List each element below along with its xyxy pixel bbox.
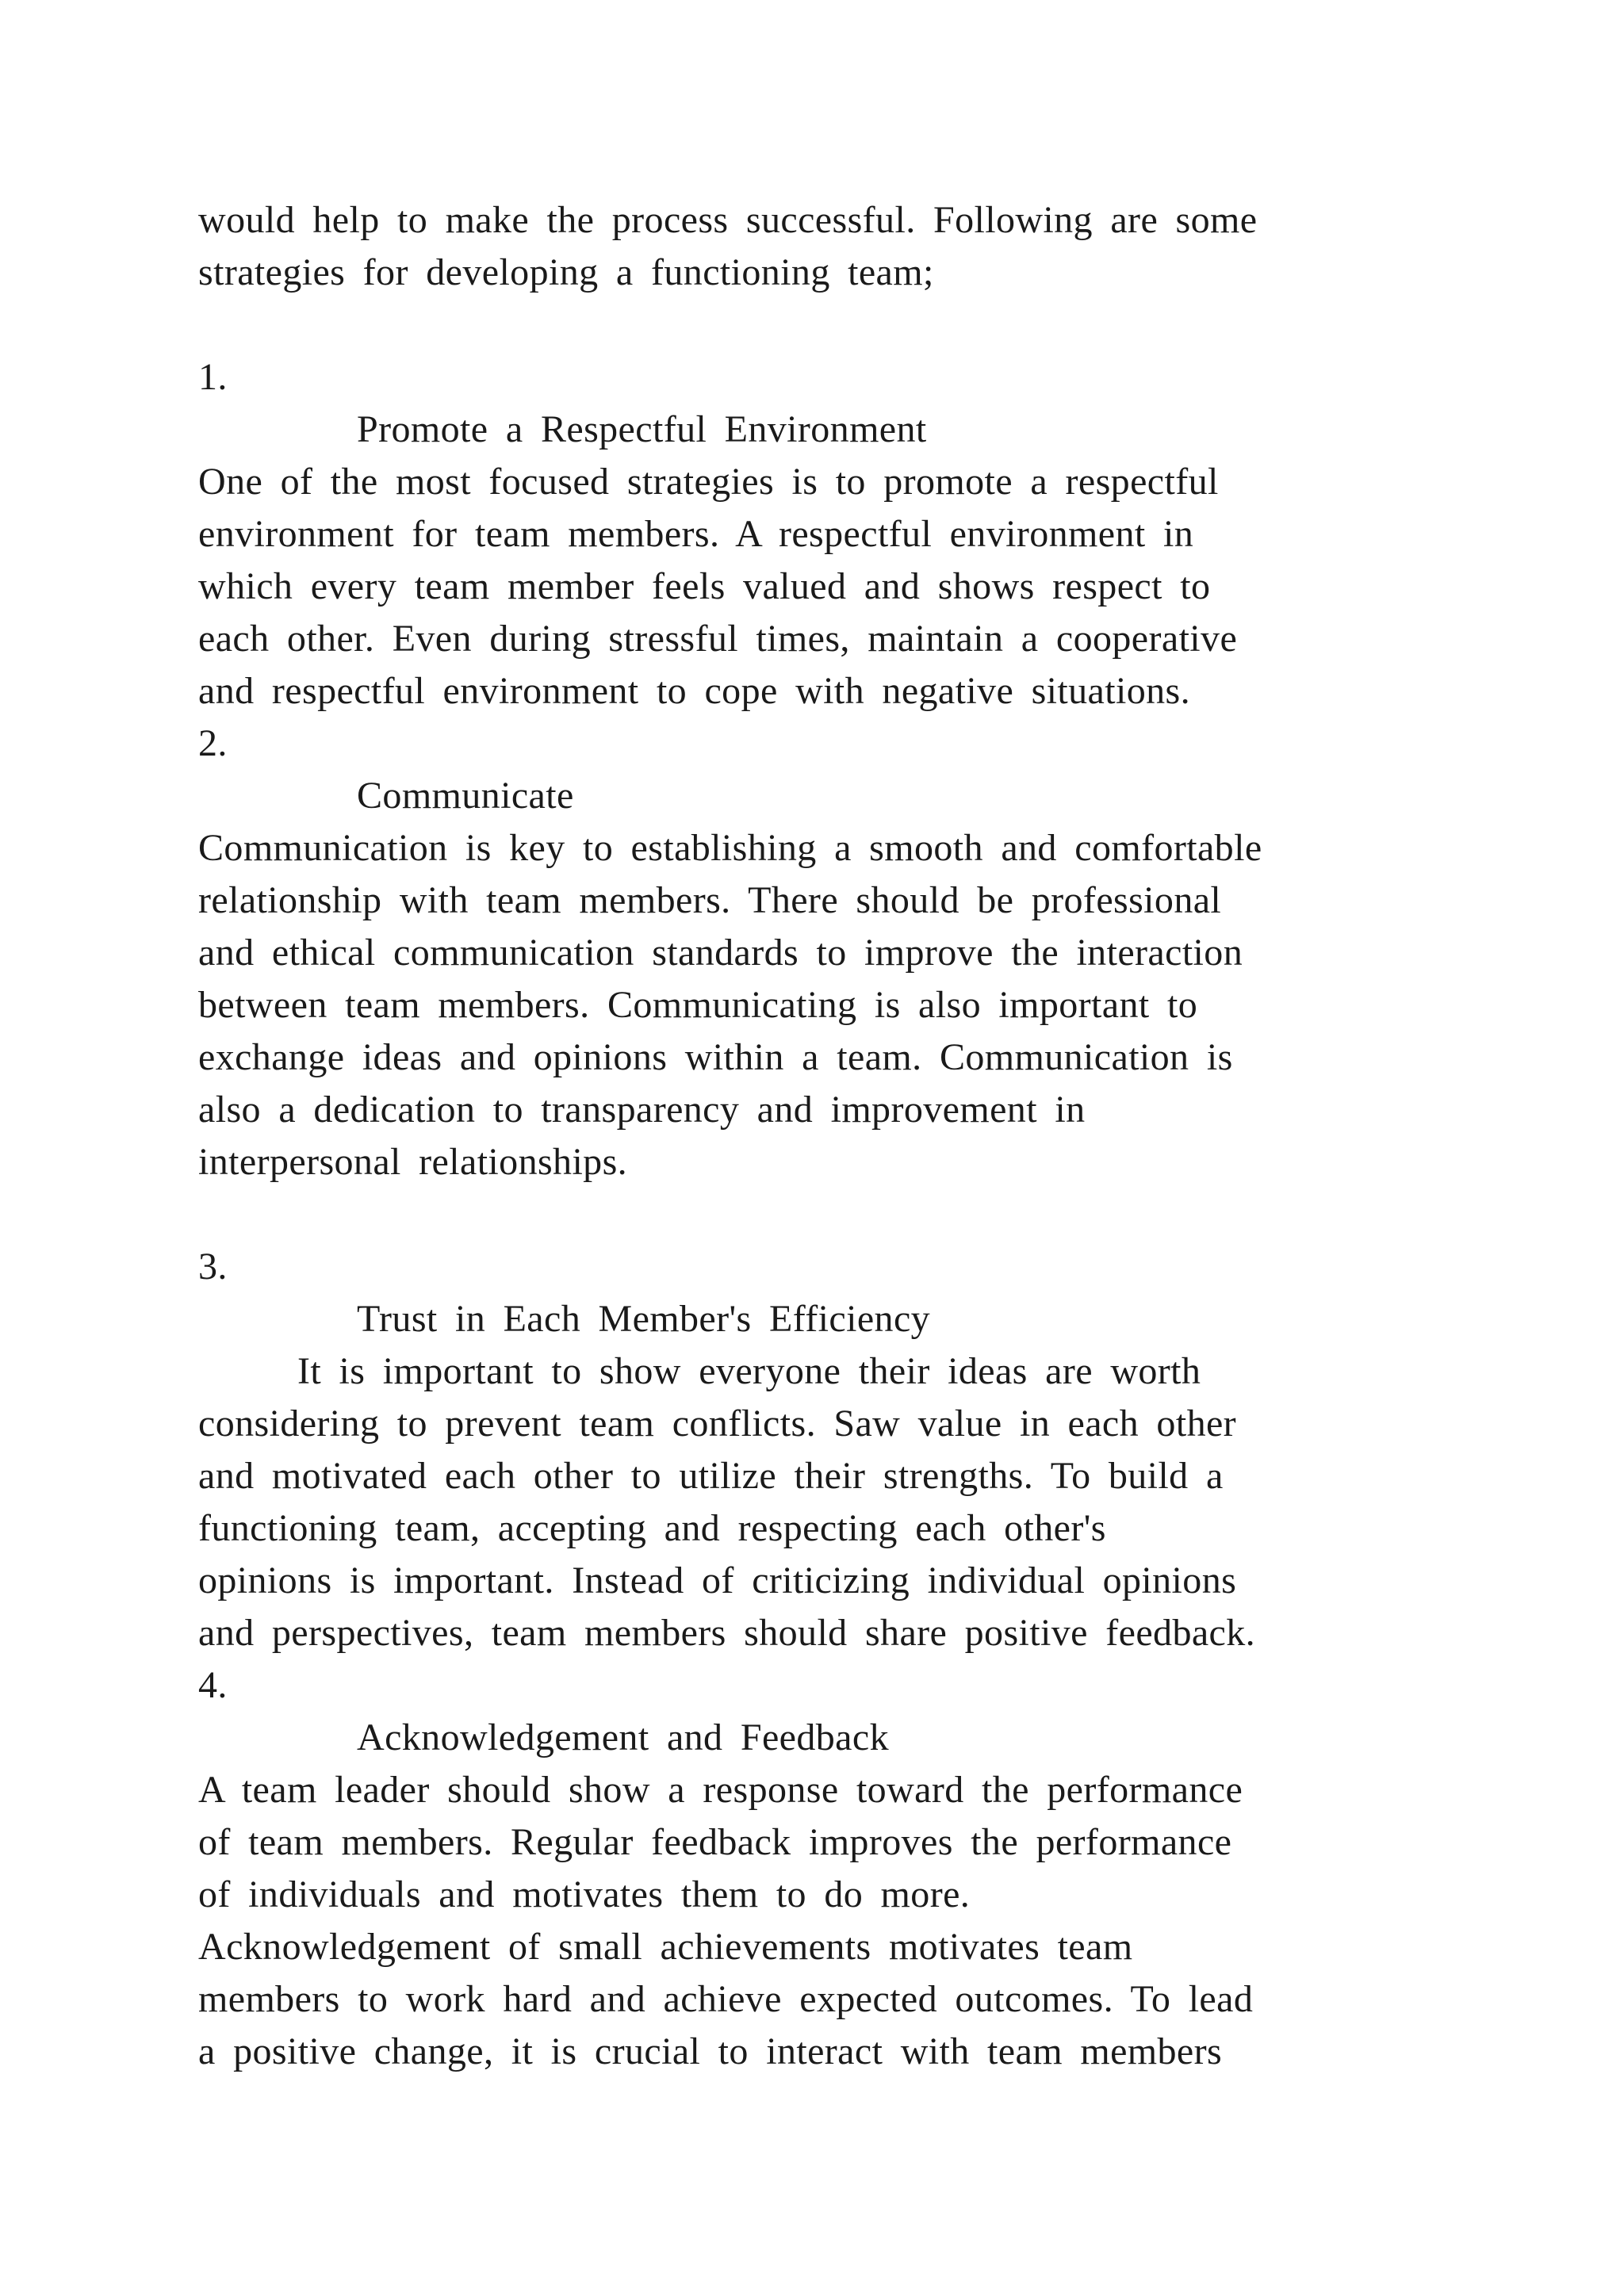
body-line: between team members. Communicating is also important to xyxy=(198,984,1198,1026)
body-line: which every team member feels valued and shows respect to xyxy=(198,565,1211,607)
body-line: It is important to show everyone their ideas are worth xyxy=(297,1350,1201,1392)
section-number: 2. xyxy=(198,722,228,764)
body-line: and motivated each other to utilize their strengths. To build a xyxy=(198,1455,1224,1497)
section-number: 1. xyxy=(198,356,228,398)
section-heading: Promote a Respectful Environment xyxy=(357,408,927,450)
section-number: 4. xyxy=(198,1664,228,1706)
body-line: One of the most focused strategies is to promote a respectful xyxy=(198,461,1219,503)
body-line: Acknowledgement of small achievements motivates team xyxy=(198,1926,1133,1968)
body-line: of individuals and motivates them to do more. xyxy=(198,1873,971,1915)
section-heading: Communicate xyxy=(357,775,574,817)
body-line: a positive change, it is crucial to interact with team members xyxy=(198,2030,1223,2072)
body-line: and respectful environment to cope with negative situations. xyxy=(198,670,1191,712)
blank-line xyxy=(198,1188,1435,1241)
body-line: interpersonal relationships. xyxy=(198,1141,628,1183)
section-heading: Trust in Each Member's Efficiency xyxy=(357,1298,931,1340)
section-heading: Acknowledgement and Feedback xyxy=(357,1716,889,1758)
body-line: also a dedication to transparency and improvement in xyxy=(198,1089,1086,1131)
body-line: functioning team, accepting and respecting each other's xyxy=(198,1507,1106,1549)
body-line: members to work hard and achieve expected outcomes. To lead xyxy=(198,1978,1254,2020)
body-line: considering to prevent team conflicts. Saw value in each other xyxy=(198,1402,1237,1445)
body-line: exchange ideas and opinions within a team. Communication is xyxy=(198,1036,1233,1078)
document-page xyxy=(198,194,1435,2078)
body-line: would help to make the process successful. Following are some xyxy=(198,199,1258,241)
body-line: Communication is key to establishing a smooth and comfortable xyxy=(198,827,1262,869)
body-line: opinions is important. Instead of criticizing individual opinions xyxy=(198,1559,1237,1601)
body-line: relationship with team members. There should be professional xyxy=(198,879,1222,921)
section-number: 3. xyxy=(198,1246,228,1288)
blank-line xyxy=(198,299,1435,351)
body-line: environment for team members. A respectful environment in xyxy=(198,513,1194,555)
body-line: each other. Even during stressful times, maintain a cooperative xyxy=(198,618,1238,660)
body-line: strategies for developing a functioning team; xyxy=(198,251,934,293)
body-line: and perspectives, team members should share positive feedback. xyxy=(198,1612,1256,1654)
body-line: and ethical communication standards to improve the interaction xyxy=(198,932,1243,974)
body-line: of team members. Regular feedback improves the performance xyxy=(198,1821,1232,1863)
body-line: A team leader should show a response toward the performance xyxy=(198,1769,1243,1811)
